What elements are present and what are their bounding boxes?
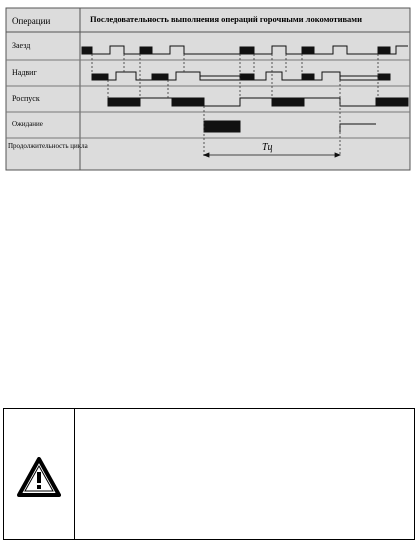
nadvig-bar <box>240 74 254 80</box>
zaezd-bar <box>140 47 152 54</box>
warning-triangle-icon <box>17 457 61 497</box>
header-operations: Операции <box>12 16 51 26</box>
nadvig-bar <box>302 74 314 80</box>
warning-divider <box>74 409 75 539</box>
zaezd-bar <box>378 47 390 54</box>
cycle-label: Tц <box>262 142 273 153</box>
header-sequence: Последовательность выполнения операций горочными локомотивами <box>90 14 362 24</box>
row-label-zaezd: Заезд <box>12 41 31 50</box>
rospusk-bar <box>376 98 408 106</box>
row-label-nadvig: Надвиг <box>12 68 37 77</box>
nadvig-bar <box>92 74 108 80</box>
row-label-ozhidanie: Ожидание <box>12 120 43 128</box>
warning-text <box>84 419 406 531</box>
rospusk-bar <box>272 98 304 106</box>
ozhidanie-bar <box>204 121 240 132</box>
zaezd-bar <box>302 47 314 54</box>
nadvig-bar <box>152 74 168 80</box>
row-label-cycle: Продолжительность цикла <box>8 142 88 150</box>
zaezd-bar <box>240 47 254 54</box>
nadvig-bar <box>378 74 390 80</box>
row-label-rospusk: Роспуск <box>12 94 40 103</box>
warning-box <box>3 408 415 540</box>
zaezd-bar <box>82 47 92 54</box>
rospusk-bar <box>108 98 140 106</box>
rospusk-bar <box>172 98 204 106</box>
